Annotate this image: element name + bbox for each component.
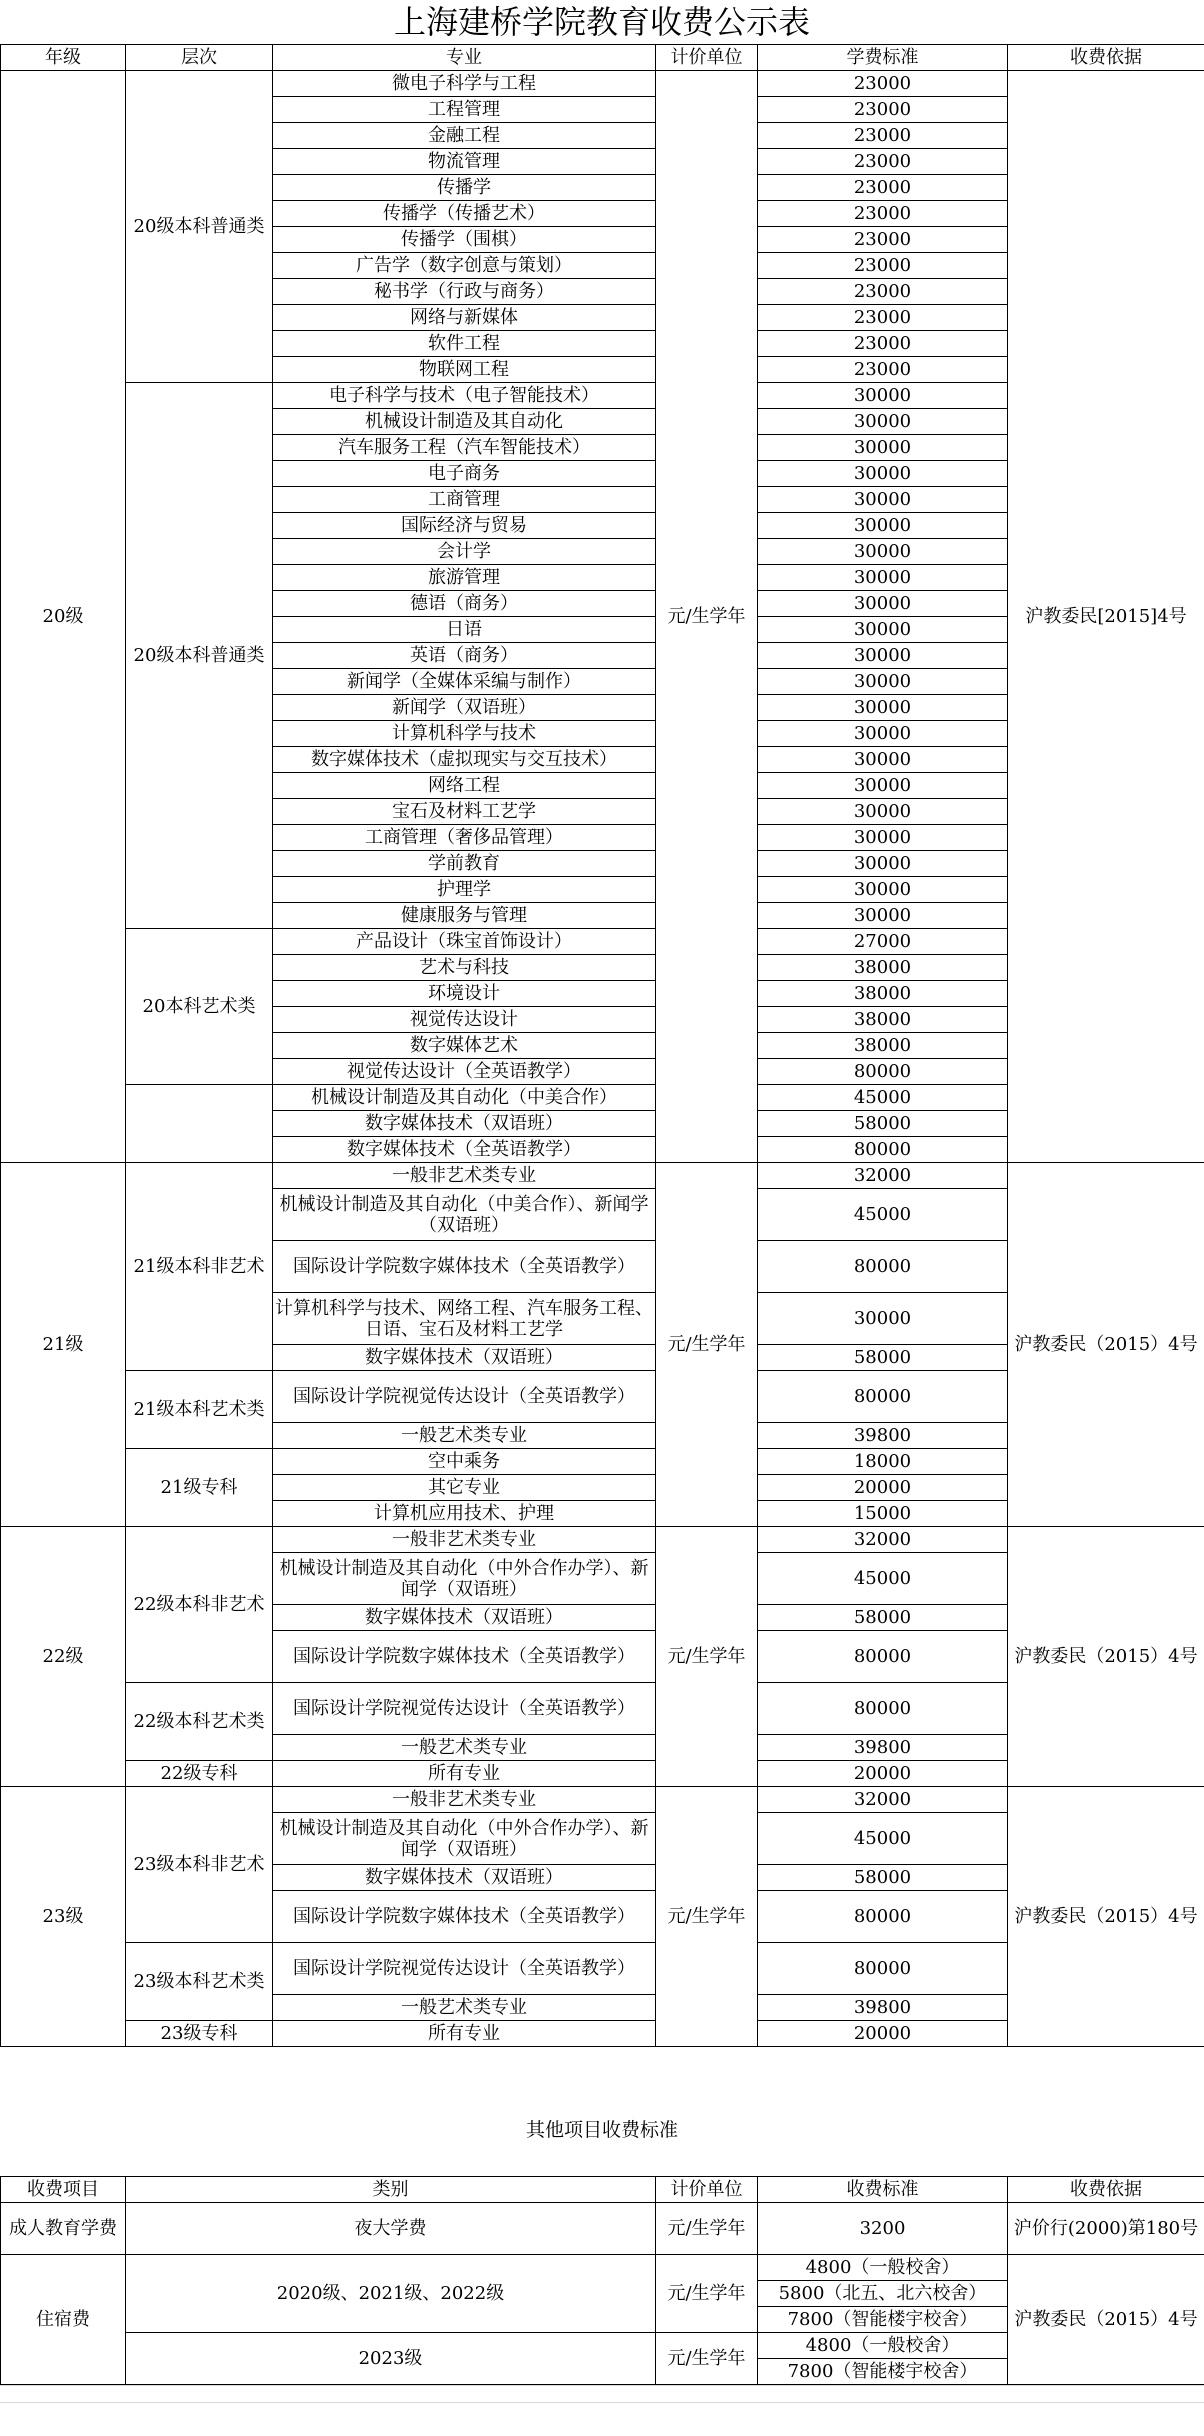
major-cell: 一般非艺术类专业	[273, 1787, 656, 1813]
fee-cell: 30000	[758, 721, 1008, 747]
grade-cell: 20级	[1, 71, 126, 1163]
major-cell: 视觉传达设计（全英语教学）	[273, 1059, 656, 1085]
major-cell: 宝石及材料工艺学	[273, 799, 656, 825]
fee-cell: 58000	[758, 1111, 1008, 1137]
fee-cell: 45000	[758, 1813, 1008, 1865]
level-cell: 23级本科艺术类	[126, 1943, 273, 2021]
fee-cell: 30000	[758, 565, 1008, 591]
header-unit: 计价单位	[656, 2177, 758, 2203]
level-cell: 22级本科艺术类	[126, 1683, 273, 1761]
major-cell: 英语（商务）	[273, 643, 656, 669]
fee-cell: 32000	[758, 1787, 1008, 1813]
major-cell: 一般非艺术类专业	[273, 1527, 656, 1553]
major-cell: 国际设计学院数字媒体技术（全英语教学）	[273, 1891, 656, 1943]
fee-cell: 30000	[758, 643, 1008, 669]
major-cell: 工程管理	[273, 97, 656, 123]
major-cell: 国际设计学院视觉传达设计（全英语教学）	[273, 1683, 656, 1735]
fee-cell: 30000	[758, 617, 1008, 643]
major-cell: 机械设计制造及其自动化（中外合作办学）、新闻学（双语班）	[273, 1813, 656, 1865]
fee-cell: 15000	[758, 1501, 1008, 1527]
level-cell: 23级本科非艺术	[126, 1787, 273, 1943]
major-cell: 物联网工程	[273, 357, 656, 383]
major-cell: 空中乘务	[273, 1449, 656, 1475]
basis-cell: 沪教委民[2015]4号	[1008, 71, 1204, 1163]
unit-cell: 元/生学年	[656, 1527, 758, 1787]
major-cell: 汽车服务工程（汽车智能技术）	[273, 435, 656, 461]
fee-cell: 39800	[758, 1735, 1008, 1761]
fee-cell: 80000	[758, 1943, 1008, 1995]
major-cell: 新闻学（全媒体采编与制作）	[273, 669, 656, 695]
major-cell: 网络与新媒体	[273, 305, 656, 331]
fee-cell: 58000	[758, 1605, 1008, 1631]
level-cell: 20级本科普通类	[126, 383, 273, 929]
header-level: 层次	[126, 45, 273, 71]
page-title: 上海建桥学院教育收费公示表	[393, 3, 810, 41]
unit-cell: 元/生学年	[656, 1787, 758, 2047]
fee-cell: 20000	[758, 1761, 1008, 1787]
major-cell: 网络工程	[273, 773, 656, 799]
fee-cell: 80000	[758, 1631, 1008, 1683]
major-cell: 国际经济与贸易	[273, 513, 656, 539]
major-cell: 计算机科学与技术	[273, 721, 656, 747]
fee-cell: 30000	[758, 461, 1008, 487]
level-cell: 23级专科	[126, 2021, 273, 2047]
dorm-fee: 4800（一般校舍）	[758, 2333, 1008, 2359]
major-cell: 数字媒体艺术	[273, 1033, 656, 1059]
major-cell: 工商管理	[273, 487, 656, 513]
basis-cell: 沪教委民（2015）4号	[1008, 1163, 1204, 1527]
major-cell: 传播学（围棋）	[273, 227, 656, 253]
fee-cell: 23000	[758, 175, 1008, 201]
basis-cell: 沪教委民（2015）4号	[1008, 1787, 1204, 2047]
fee-cell: 30000	[758, 1293, 1008, 1345]
adult-unit: 元/生学年	[656, 2203, 758, 2255]
major-cell: 日语	[273, 617, 656, 643]
major-cell: 国际设计学院视觉传达设计（全英语教学）	[273, 1371, 656, 1423]
major-cell: 所有专业	[273, 1761, 656, 1787]
level-cell: 21级本科艺术类	[126, 1371, 273, 1449]
major-cell: 国际设计学院数字媒体技术（全英语教学）	[273, 1631, 656, 1683]
fee-cell: 30000	[758, 487, 1008, 513]
fee-cell: 30000	[758, 409, 1008, 435]
fee-cell: 58000	[758, 1865, 1008, 1891]
fee-cell: 30000	[758, 435, 1008, 461]
major-cell: 机械设计制造及其自动化（中美合作）、新闻学（双语班）	[273, 1189, 656, 1241]
major-cell: 所有专业	[273, 2021, 656, 2047]
level-cell: 21级专科	[126, 1449, 273, 1527]
fee-cell: 18000	[758, 1449, 1008, 1475]
header-category: 类别	[126, 2177, 656, 2203]
major-cell: 一般艺术类专业	[273, 1423, 656, 1449]
major-cell: 会计学	[273, 539, 656, 565]
fee-cell: 23000	[758, 227, 1008, 253]
header-basis: 收费依据	[1008, 45, 1204, 71]
major-cell: 数字媒体技术（虚拟现实与交互技术）	[273, 747, 656, 773]
major-cell: 数字媒体技术（双语班）	[273, 1605, 656, 1631]
fee-cell: 32000	[758, 1527, 1008, 1553]
dorm-fee: 4800（一般校舍）	[758, 2255, 1008, 2281]
header-unit: 计价单位	[656, 45, 758, 71]
fee-cell: 80000	[758, 1371, 1008, 1423]
major-cell: 微电子科学与工程	[273, 71, 656, 97]
major-cell: 金融工程	[273, 123, 656, 149]
major-cell: 国际设计学院视觉传达设计（全英语教学）	[273, 1943, 656, 1995]
major-cell: 软件工程	[273, 331, 656, 357]
major-cell: 物流管理	[273, 149, 656, 175]
header-item: 收费项目	[1, 2177, 126, 2203]
fee-cell: 20000	[758, 2021, 1008, 2047]
dorm-fee: 7800（智能楼宇校舍）	[758, 2359, 1008, 2385]
major-cell: 产品设计（珠宝首饰设计）	[273, 929, 656, 955]
fee-cell: 80000	[758, 1137, 1008, 1163]
fee-cell: 30000	[758, 695, 1008, 721]
table-row	[1, 1527, 1204, 1553]
other-fees-section	[0, 2110, 1204, 2419]
fee-cell: 38000	[758, 981, 1008, 1007]
level-cell	[126, 1085, 273, 1163]
fee-cell: 20000	[758, 1475, 1008, 1501]
major-cell: 数字媒体技术（全英语教学）	[273, 1137, 656, 1163]
fee-cell: 30000	[758, 747, 1008, 773]
fee-cell: 30000	[758, 877, 1008, 903]
major-cell: 一般艺术类专业	[273, 1995, 656, 2021]
major-cell: 数字媒体技术（双语班）	[273, 1865, 656, 1891]
unit-cell: 元/生学年	[656, 1163, 758, 1527]
header-fee: 学费标准	[758, 45, 1008, 71]
fee-cell: 23000	[758, 201, 1008, 227]
fee-cell: 27000	[758, 929, 1008, 955]
major-cell: 传播学（传播艺术）	[273, 201, 656, 227]
major-cell: 德语（商务）	[273, 591, 656, 617]
fee-cell: 80000	[758, 1891, 1008, 1943]
major-cell: 工商管理（奢侈品管理）	[273, 825, 656, 851]
fee-cell: 30000	[758, 773, 1008, 799]
grade-cell: 23级	[1, 1787, 126, 2047]
major-cell: 广告学（数字创意与策划）	[273, 253, 656, 279]
fee-cell: 30000	[758, 539, 1008, 565]
fee-cell: 23000	[758, 357, 1008, 383]
major-cell: 数字媒体技术（双语班）	[273, 1111, 656, 1137]
fee-cell: 23000	[758, 97, 1008, 123]
fee-cell: 30000	[758, 513, 1008, 539]
fee-cell: 30000	[758, 669, 1008, 695]
header-major: 专业	[273, 45, 656, 71]
fee-cell: 45000	[758, 1553, 1008, 1605]
major-cell: 护理学	[273, 877, 656, 903]
fee-cell: 23000	[758, 123, 1008, 149]
fee-cell: 32000	[758, 1163, 1008, 1189]
fee-cell: 30000	[758, 851, 1008, 877]
adult-category: 夜大学费	[126, 2203, 656, 2255]
table-row	[1, 71, 1204, 97]
major-cell: 环境设计	[273, 981, 656, 1007]
fee-cell: 30000	[758, 825, 1008, 851]
fee-cell: 58000	[758, 1345, 1008, 1371]
major-cell: 国际设计学院数字媒体技术（全英语教学）	[273, 1241, 656, 1293]
major-cell: 艺术与科技	[273, 955, 656, 981]
header-basis: 收费依据	[1008, 2177, 1204, 2203]
fee-cell: 23000	[758, 331, 1008, 357]
major-cell: 秘书学（行政与商务）	[273, 279, 656, 305]
major-cell: 机械设计制造及其自动化	[273, 409, 656, 435]
basis-cell: 沪教委民（2015）4号	[1008, 1527, 1204, 1787]
fee-cell: 80000	[758, 1683, 1008, 1735]
major-cell: 机械设计制造及其自动化（中外合作办学）、新闻学（双语班）	[273, 1553, 656, 1605]
dorm-fee: 5800（北五、北六校舍）	[758, 2281, 1008, 2307]
fee-cell: 23000	[758, 279, 1008, 305]
fee-table	[0, 44, 1204, 2047]
dorm-unit: 元/生学年	[656, 2255, 758, 2333]
fee-cell: 38000	[758, 955, 1008, 981]
header-grade: 年级	[1, 45, 126, 71]
major-cell: 其它专业	[273, 1475, 656, 1501]
other-fees-title: 其他项目收费标准	[525, 2119, 678, 2141]
fee-cell: 39800	[758, 1423, 1008, 1449]
fee-cell: 45000	[758, 1189, 1008, 1241]
dorm-fee: 7800（智能楼宇校舍）	[758, 2307, 1008, 2333]
level-cell: 22级专科	[126, 1761, 273, 1787]
fee-grid	[0, 44, 1204, 2047]
major-cell: 一般非艺术类专业	[273, 1163, 656, 1189]
major-cell: 学前教育	[273, 851, 656, 877]
major-cell: 一般艺术类专业	[273, 1735, 656, 1761]
level-cell: 20级本科普通类	[126, 71, 273, 383]
dorm-basis: 沪教委民（2015）4号	[1008, 2255, 1204, 2385]
fee-cell: 23000	[758, 71, 1008, 97]
other-fees-table	[0, 2176, 1204, 2385]
header-fee: 收费标准	[758, 2177, 1008, 2203]
fee-cell: 30000	[758, 383, 1008, 409]
grade-cell: 22级	[1, 1527, 126, 1787]
major-cell: 健康服务与管理	[273, 903, 656, 929]
adult-item: 成人教育学费	[1, 2203, 126, 2255]
fee-cell: 30000	[758, 591, 1008, 617]
major-cell: 计算机应用技术、护理	[273, 1501, 656, 1527]
fee-cell: 38000	[758, 1007, 1008, 1033]
major-cell: 新闻学（双语班）	[273, 695, 656, 721]
table-row	[1, 1163, 1204, 1189]
dorm-category: 2020级、2021级、2022级	[126, 2255, 656, 2333]
major-cell: 计算机科学与技术、网络工程、汽车服务工程、日语、宝石及材料工艺学	[273, 1293, 656, 1345]
fee-cell: 38000	[758, 1033, 1008, 1059]
major-cell: 传播学	[273, 175, 656, 201]
major-cell: 数字媒体技术（双语班）	[273, 1345, 656, 1371]
adult-basis: 沪价行(2000)第180号	[1008, 2203, 1204, 2255]
level-cell: 21级本科非艺术	[126, 1163, 273, 1371]
fee-cell: 30000	[758, 799, 1008, 825]
major-cell: 机械设计制造及其自动化（中美合作）	[273, 1085, 656, 1111]
major-cell: 旅游管理	[273, 565, 656, 591]
fee-cell: 30000	[758, 903, 1008, 929]
major-cell: 电子商务	[273, 461, 656, 487]
fee-cell: 39800	[758, 1995, 1008, 2021]
dorm-category: 2023级	[126, 2333, 656, 2385]
dorm-unit: 元/生学年	[656, 2333, 758, 2385]
sheet-gridlines	[0, 2385, 1204, 2419]
fee-cell: 80000	[758, 1241, 1008, 1293]
grade-cell: 21级	[1, 1163, 126, 1527]
table-row	[1, 1787, 1204, 1813]
unit-cell: 元/生学年	[656, 71, 758, 1163]
fee-cell: 23000	[758, 253, 1008, 279]
fee-cell: 80000	[758, 1059, 1008, 1085]
level-cell: 22级本科非艺术	[126, 1527, 273, 1683]
fee-cell: 45000	[758, 1085, 1008, 1111]
fee-cell: 23000	[758, 149, 1008, 175]
dorm-item: 住宿费	[1, 2255, 126, 2385]
fee-cell: 23000	[758, 305, 1008, 331]
major-cell: 视觉传达设计	[273, 1007, 656, 1033]
header-row	[1, 45, 1204, 71]
level-cell: 20本科艺术类	[126, 929, 273, 1085]
major-cell: 电子科学与技术（电子智能技术）	[273, 383, 656, 409]
adult-fee: 3200	[758, 2203, 1008, 2255]
